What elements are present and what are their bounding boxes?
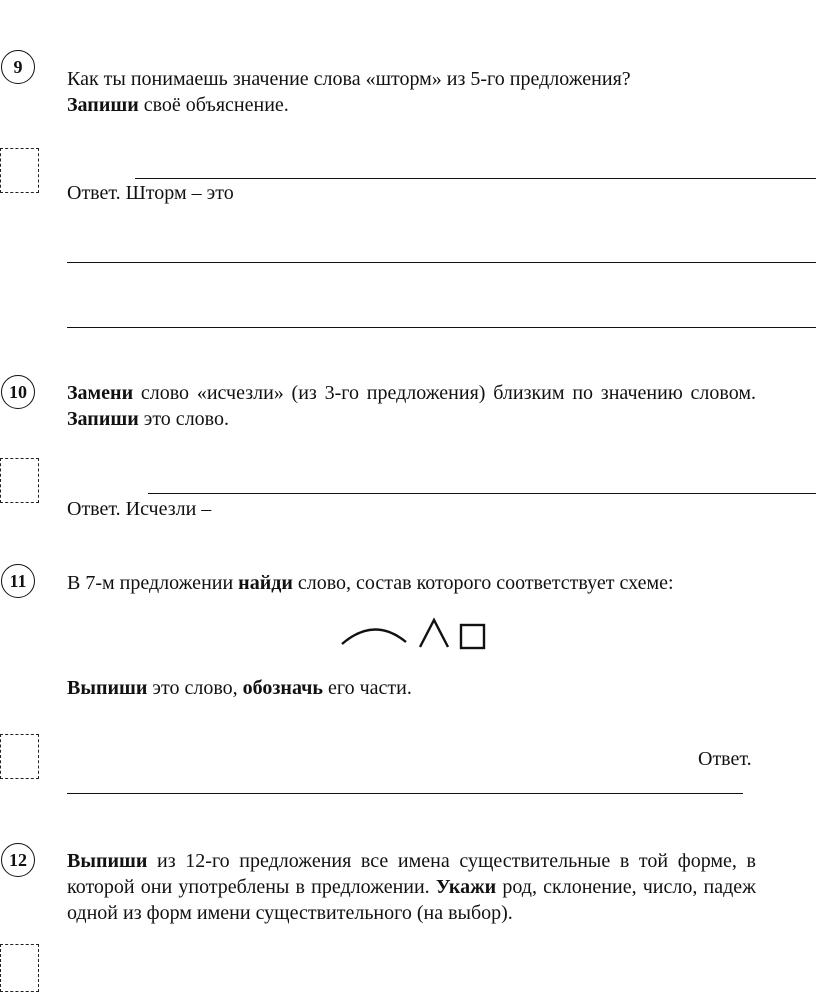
- task-11-question-pre: В 7-м предложении: [67, 572, 239, 594]
- task-10-number: 10: [1, 375, 35, 409]
- root-arc-icon: [342, 629, 406, 644]
- task-12-keyword-indicate: Укажи: [435, 876, 497, 898]
- task-11-keyword-mark: обозначь: [242, 677, 324, 699]
- task-9-answer-line-1[interactable]: [135, 178, 816, 179]
- task-11-instruction: [67, 675, 756, 701]
- task-11-instruction-part1: это слово,: [147, 677, 243, 699]
- task-11-answer-label: Ответ.: [698, 748, 752, 770]
- task-12-question-part1: из 12-го предложения все имена существительные в той форме, в которой они употреблены в предложении.: [67, 850, 756, 898]
- task-10-score-box[interactable]: [0, 458, 39, 503]
- task-9-answer-label: Ответ. Шторм – это: [67, 182, 234, 204]
- task-11-score-box[interactable]: [0, 734, 39, 779]
- task-11-keyword-writeout: Выпиши: [67, 677, 148, 699]
- task-10-keyword-replace: Замени: [67, 382, 134, 404]
- task-10-answer-line[interactable]: [148, 493, 816, 494]
- task-11-keyword-find: найди: [238, 572, 293, 594]
- suffix-icon: [420, 620, 448, 647]
- task-10-answer-label: Ответ. Исчезли –: [67, 498, 212, 520]
- task-9-question: [67, 66, 756, 118]
- task-10-question-part1: слово «исчезли» (из 3-го предложения) близким по значению словом.: [133, 382, 756, 404]
- task-12-question: [67, 848, 756, 926]
- task-11-answer-line[interactable]: [67, 793, 743, 794]
- task-9-keyword-write: Запиши: [67, 94, 139, 116]
- ending-square-icon: [461, 625, 484, 648]
- morpheme-scheme: [336, 610, 492, 654]
- task-10-question: [67, 380, 756, 432]
- task-9-question-line2: своё объяснение.: [138, 94, 289, 116]
- task-10-question-part2: это слово.: [138, 408, 229, 430]
- task-11-instruction-part2: его части.: [323, 677, 412, 699]
- task-12-keyword-writeout: Выпиши: [67, 850, 148, 872]
- task-9-question-line1: Как ты понимаешь значение слова «шторм» из 5-го предложения?: [67, 68, 631, 90]
- task-10-keyword-write: Запиши: [67, 408, 139, 430]
- task-9-number: 9: [1, 50, 35, 84]
- task-9-answer-line-2[interactable]: [67, 262, 816, 263]
- task-11-question-post: слово, состав которого соответствует схеме:: [292, 572, 674, 594]
- task-12-score-box[interactable]: [0, 944, 39, 992]
- task-9-answer-line-3[interactable]: [67, 327, 816, 328]
- task-11-question: [67, 570, 756, 596]
- task-12-number: 12: [1, 843, 35, 877]
- task-12-question-part2: род, склонение, число, падеж одной из форм имени существительного (на выбор).: [67, 876, 757, 924]
- task-11-number: 11: [1, 564, 35, 598]
- task-9-score-box[interactable]: [0, 148, 39, 193]
